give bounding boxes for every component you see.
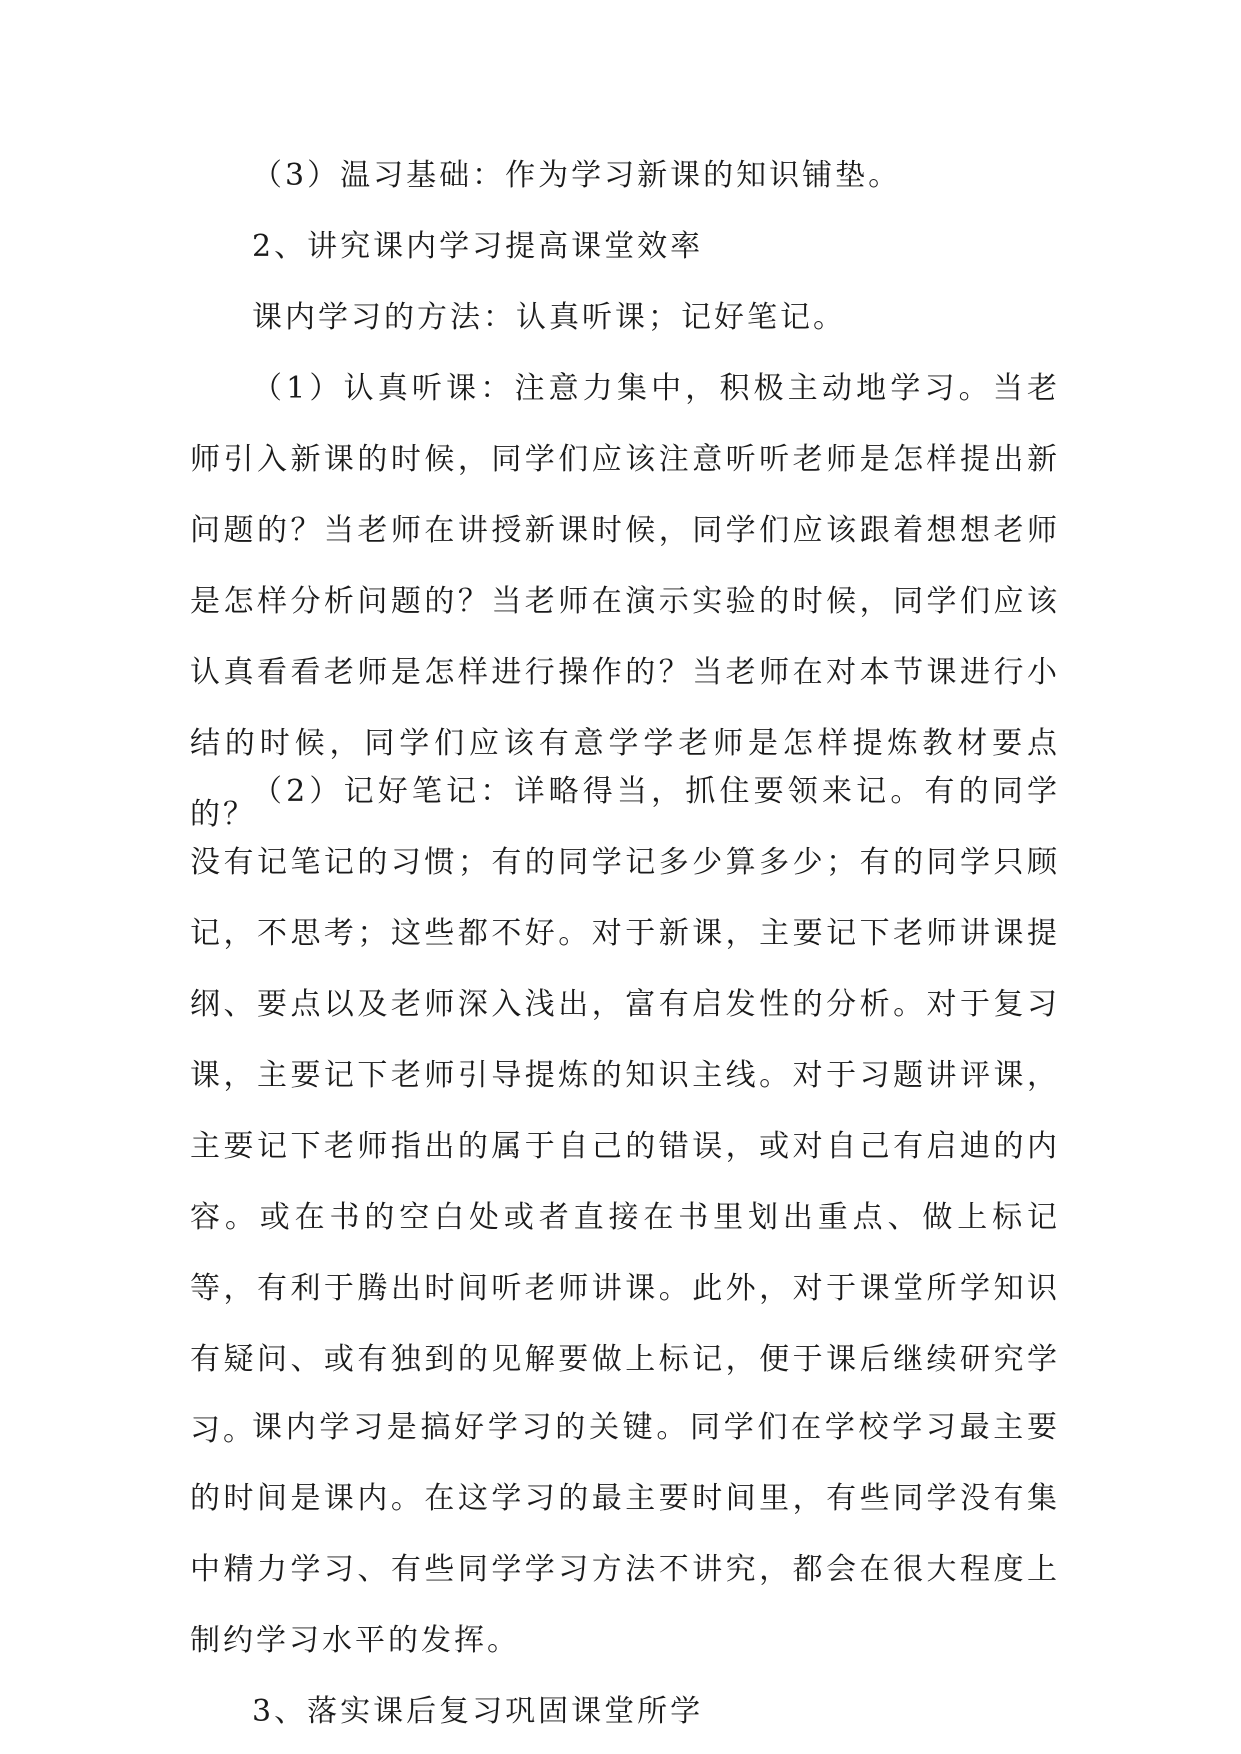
- paragraph-take-notes: （2）记好笔记：详略得当，抓住要领来记。有的同学没有记笔记的习惯；有的同学记多少算多少；有的同学只顾记，不思考；这些都不好。对于新课，主要记下老师讲课提纲、要点以及老师深入浅出，富有启发性的分析。对于复习课，主要记下老师引导提炼的知识主线。对于习题讲评课，主要记下老师指出的属于自己的错误，或对自己有启迪的内容。或在书的空白处或者直接在书里划出重点、做上标记等，有利于腾出时间听老师讲课。此外，对于课堂所学知识有疑问、或有独到的见解要做上标记，便于课后继续研究学习。: [190, 774, 1060, 1448]
- paragraph-classroom-key: 课内学习是搞好学习的关键。同学们在学校学习最主要的时间是课内。在这学习的最主要时间里，有些同学没有集中精力学习、有些同学学习方法不讲究，都会在很大程度上制约学习水平的发挥。: [190, 1410, 1060, 1658]
- paragraph-classroom-methods: 课内学习的方法：认真听课；记好笔记。: [252, 300, 846, 335]
- heading-classroom-efficiency: 2、讲究课内学习提高课堂效率: [252, 229, 704, 264]
- paragraph-listen-carefully: （1）认真听课：注意力集中，积极主动地学习。当老师引入新课的时候，同学们应该注意听听老师是怎样提出新问题的？当老师在讲授新课时候，同学们应该跟着想想老师是怎样分析问题的？当老师在演示实验的时候，同学们应该认真看看老师是怎样进行操作的？当老师在对本节课进行小结的时候，同学们应该有意学学老师是怎样提炼教材要点的？: [190, 371, 1060, 832]
- paragraph-review-basics: （3）温习基础：作为学习新课的知识铺垫。: [252, 158, 902, 193]
- heading-after-class-review: 3、落实课后复习巩固课堂所学: [252, 1694, 704, 1729]
